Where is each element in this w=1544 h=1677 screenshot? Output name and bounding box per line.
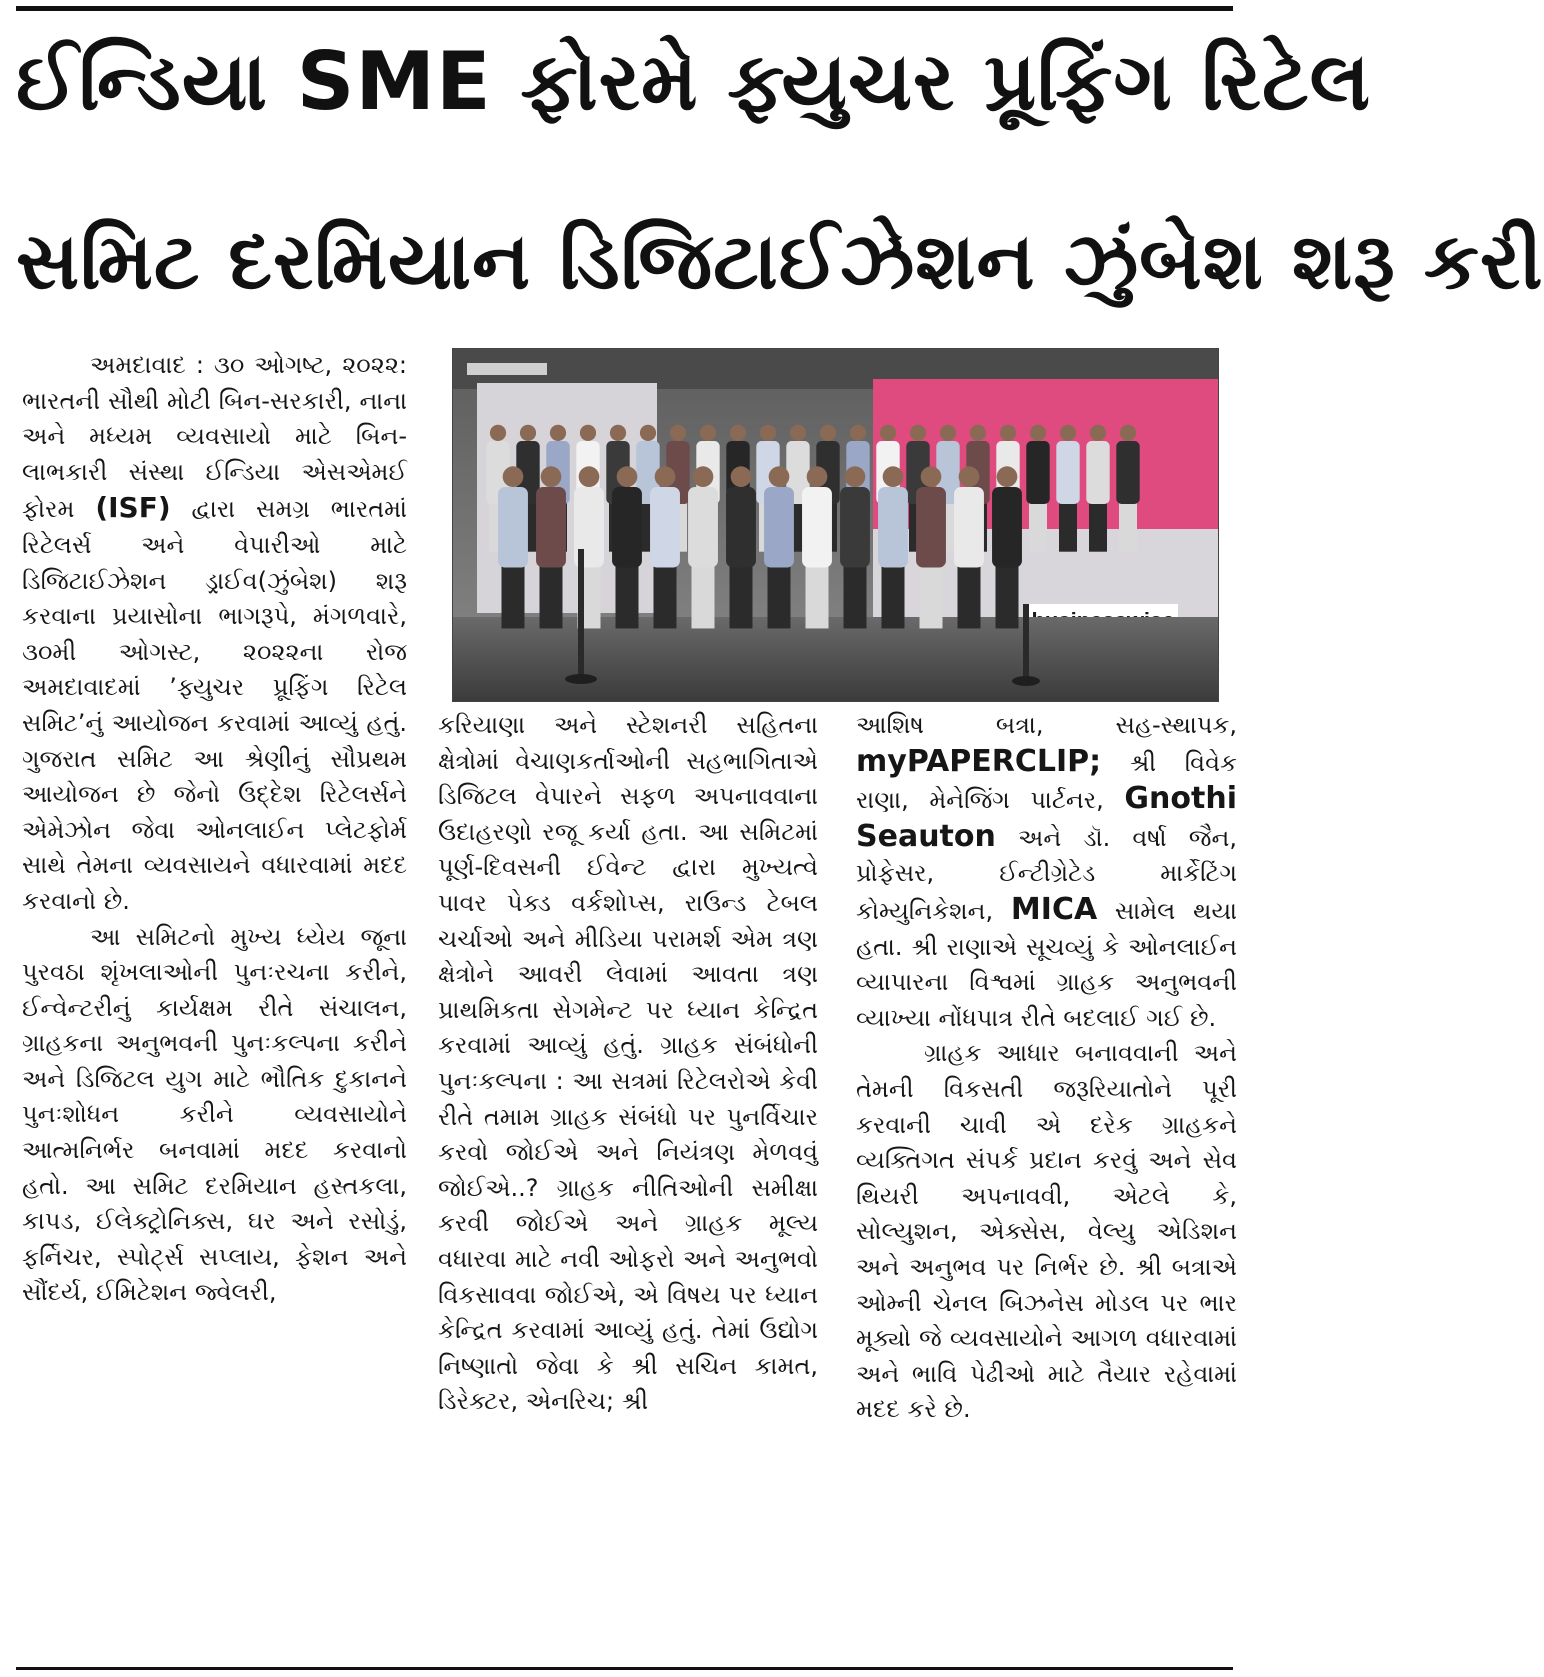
attendee-head bbox=[1090, 425, 1106, 441]
column3-paragraph-1-rest: સામેલ થયા હતા. શ્રી રાણાએ સૂચવ્યું કે ઓનલાઈન વ્યાપારના વિશ્વમાં ગ્રાહક અનુભવની વ્યાખ્યા નોંધપાત્ર રીતે બદલાઈ ગઈ છે. bbox=[856, 896, 1237, 1032]
oil-lamp-base-right bbox=[1012, 676, 1040, 686]
brand-mica: MICA bbox=[1010, 891, 1098, 927]
attendee-legs bbox=[616, 565, 639, 628]
attendee-body bbox=[1056, 441, 1079, 504]
attendee-head bbox=[731, 466, 752, 487]
attendee-body bbox=[764, 487, 794, 568]
attendee-head bbox=[550, 425, 566, 441]
attendee-legs bbox=[654, 565, 677, 628]
attendee-head bbox=[617, 466, 638, 487]
attendee-body bbox=[612, 487, 642, 568]
attendee-legs bbox=[882, 565, 905, 628]
attendee-head bbox=[769, 466, 790, 487]
attendee-head bbox=[1000, 425, 1016, 441]
attendee-head bbox=[610, 425, 626, 441]
attendee-head bbox=[850, 425, 866, 441]
floor bbox=[453, 617, 1218, 701]
attendee-legs bbox=[996, 565, 1019, 628]
attendee-head bbox=[1120, 425, 1136, 441]
column3-paragraph-2: ગ્રાહક આધાર બનાવવાની અને તેમની વિકસતી જરૂરિયાતોને પૂરી કરવાની ચાવી એ દરેક ગ્રાહકને વ્યક્તિગત સંપર્ક પ્રદાન કરવું અને સેવ થિયરી અપનાવવી, એટલે કે, સોલ્યુશન, એક્સેસ, વેલ્યુ એડિશન અને અનુભવ પર નિર્ભર છે. શ્રી બત્રાએ ઓમ્ની ચેનલ બિઝનેસ મોડલ પર ભાર મૂક્યો જે વ્યવસાયોને આગળ વધારવામાં અને ભાવિ પેઢીઓ માટે તૈયાર રહેવામાં મદદ કરે છે. bbox=[856, 1039, 1237, 1424]
attendee-head bbox=[1060, 425, 1076, 441]
oil-lamp-base bbox=[565, 674, 597, 684]
attendee-head bbox=[883, 466, 904, 487]
attendee-head bbox=[845, 466, 866, 487]
attendee-head bbox=[490, 425, 506, 441]
attendee-head bbox=[790, 425, 806, 441]
attendee-body bbox=[1026, 441, 1049, 504]
attendee-legs bbox=[768, 565, 791, 628]
column1-paragraph-2: આ સમિટનો મુખ્ય ધ્યેય જૂના પુરવઠા શૃંખલાઓની પુનઃરચના કરીને, ઈન્વેન્ટરીનું કાર્યક્ષમ રીતે સંચાલન, ગ્રાહકના અનુભવની પુનઃકલ્પના કરીને અને ડિજિટલ યુગ માટે ભૌતિક દુકાનને પુનઃશોધન કરીને વ્યવસાયોને આત્મનિર્ભર બનવામાં મદદ કરવાનો હતો. આ સમિટ દરમિયાન હસ્તકલા, કાપડ, ઈલેક્ટ્રોનિક્સ, ઘર અને રસોડું, ફર્નિચર, સ્પોર્ટ્સ સપ્લાય, ફેશન અને સૌંદર્ય, ઈમિટેશન જ્વેલરી, bbox=[22, 922, 407, 1307]
attendee-body bbox=[498, 487, 528, 568]
top-rule bbox=[16, 6, 1233, 11]
jain-intro: અને ડૉ. વર્ષા જૈન, પ્રોફેસર, ઈન્ટીગ્રેટેડ માર્કેટિંગ કોમ્યુનિકેશન, bbox=[856, 823, 1237, 925]
attendee-body bbox=[840, 487, 870, 568]
oil-lamp-stand-right bbox=[1023, 604, 1029, 679]
attendee-legs bbox=[1059, 502, 1077, 552]
attendee-legs bbox=[502, 565, 525, 628]
attendee-legs bbox=[920, 565, 943, 628]
attendee-legs bbox=[1029, 502, 1047, 552]
attendee-head bbox=[921, 466, 942, 487]
attendee-legs bbox=[958, 565, 981, 628]
brand-gnothi-seauton: Gnothi Seauton bbox=[856, 781, 1237, 854]
ceiling-light bbox=[467, 363, 547, 375]
attendee-head bbox=[700, 425, 716, 441]
column3-paragraph-1 bbox=[856, 708, 1237, 1036]
oil-lamp-stand bbox=[578, 549, 584, 679]
group-photo-illustration bbox=[453, 349, 1218, 701]
attendee-legs bbox=[730, 565, 753, 628]
column1-paragraph-1 bbox=[22, 348, 407, 920]
attendee-head bbox=[655, 466, 676, 487]
attendee-body bbox=[992, 487, 1022, 568]
bottom-rule bbox=[16, 1667, 1233, 1670]
batra-intro: આશિષ બત્રા, સહ-સ્થાપક, bbox=[856, 711, 1237, 739]
article-column-3 bbox=[856, 708, 1237, 1428]
isf-acronym: (ISF) bbox=[95, 491, 171, 525]
event-group-photo bbox=[452, 348, 1219, 702]
attendee-head bbox=[580, 425, 596, 441]
dateline-intro: અમદાવાદ : ૩૦ ઓગષ્ટ, ૨૦૨૨: ભારતની સૌથી મોટી બિન-સરકારી, નાના અને મધ્યમ વ્યવસાયો માટે બિન-લાભકારી સંસ્થા ઈન્ડિયા એસએમઈ ફોરમ bbox=[22, 351, 407, 524]
rana-intro: શ્રી વિવેક રાણા, મેનેજિંગ પાર્ટનર, bbox=[856, 748, 1237, 815]
attendee-legs bbox=[692, 565, 715, 628]
attendee-head bbox=[820, 425, 836, 441]
attendee-legs bbox=[1089, 502, 1107, 552]
column2-paragraph-1: કરિયાણા અને સ્ટેશનરી સહિતના ક્ષેત્રોમાં વેચાણકર્તાઓની સહભાગિતાએ ડિજિટલ વેપારને સફળ અપનાવવાના ઉદાહરણો રજૂ કર્યા હતા. આ સમિટમાં પૂર્ણ-દિવસની ઈવેન્ટ દ્વારા મુખ્યત્વે પાવર પેક્ડ વર્કશોપ્સ, રાઉન્ડ ટેબલ ચર્ચાઓ અને મીડિયા પરામર્શ એમ ત્રણ ક્ષેત્રોને આવરી લેવામાં આવતા ત્રણ પ્રાથમિકતા સેગમેન્ટ પર ધ્યાન કેન્દ્રિત કરવામાં આવ્યું હતું. ગ્રાહક સંબંધોની પુનઃકલ્પના : આ સત્રમાં રિટેલરોએ કેવી રીતે તમામ ગ્રાહક સંબંધો પર પુનર્વિચાર કરવો જોઈએ અને નિયંત્રણ મેળવવું જોઈએ..? ગ્રાહક નીતિઓની સમીક્ષા કરવી જોઈએ અને ગ્રાહક મૂલ્ય વધારવા માટે નવી ઓફરો અને અનુભવો વિકસાવવા જોઈએ, એ વિષય પર ધ્યાન કેન્દ્રિત કરવામાં આવ્યું હતું. તેમાં ઉદ્યોગ નિષ્ણાતો જેવા કે શ્રી સચિન કામત, ડિરેક્ટર, એનરિચ; શ્રી bbox=[438, 711, 818, 1416]
headline-line-2: સમિટ દરમિયાન ડિજિટાઈઝેશન ઝુંબેશ શરૂ કરી bbox=[16, 217, 1544, 307]
brand-mypaperclip: myPAPERCLIP; bbox=[856, 743, 1102, 779]
attendee-body bbox=[1116, 441, 1139, 504]
attendee-head bbox=[1030, 425, 1046, 441]
attendee-body bbox=[802, 487, 832, 568]
attendee-body bbox=[726, 487, 756, 568]
attendee-head bbox=[880, 425, 896, 441]
attendee-body bbox=[916, 487, 946, 568]
attendee-head bbox=[730, 425, 746, 441]
attendee-head bbox=[579, 466, 600, 487]
headline-line-1: ઈન્ડિયા SME ફોરમે ફ્યુચર પ્રૂફિંગ રિટેલ bbox=[16, 35, 1372, 128]
attendee-body bbox=[688, 487, 718, 568]
attendee-head bbox=[640, 425, 656, 441]
attendee-head bbox=[910, 425, 926, 441]
attendee-legs bbox=[806, 565, 829, 628]
article-column-1 bbox=[22, 348, 407, 1311]
attendee-legs bbox=[540, 565, 563, 628]
attendee-legs bbox=[1119, 502, 1137, 552]
attendee-head bbox=[970, 425, 986, 441]
attendee-body bbox=[954, 487, 984, 568]
attendee-body bbox=[1086, 441, 1109, 504]
attendee-head bbox=[693, 466, 714, 487]
attendee-head bbox=[760, 425, 776, 441]
attendee-head bbox=[541, 466, 562, 487]
attendee-head bbox=[940, 425, 956, 441]
attendee-legs bbox=[844, 565, 867, 628]
attendee-head bbox=[959, 466, 980, 487]
article-column-2 bbox=[438, 708, 818, 1420]
attendee-body bbox=[878, 487, 908, 568]
attendee-body bbox=[536, 487, 566, 568]
attendee-head bbox=[670, 425, 686, 441]
column1-paragraph-1-rest: દ્વારા સમગ્ર ભારતમાં રિટેલર્સ અને વેપારીઓ માટે ડિજિટાઈઝેશન ડ્રાઈવ(ઝુંબેશ) શરૂ કરવાના પ્રયાસોના ભાગરૂપે, મંગળવારે, ૩૦મી ઓગસ્ટ, ૨૦૨૨ના રોજ અમદાવાદમાં ’ફ્યુચર પ્રૂફિંગ રિટેલ સમિટ’નું આયોજન કરવામાં આવ્યું હતું. ગુજરાત સમિટ આ શ્રેણીનું સૌપ્રથમ આયોજન છે જેનો ઉદ્દેશ રિટેલર્સને એમેઝોન જેવા ઓનલાઈન પ્લેટફોર્મ સાથે તેમના વ્યવસાયને વધારવામાં મદદ કરવાનો છે. bbox=[22, 495, 407, 915]
attendee-head bbox=[807, 466, 828, 487]
attendee-head bbox=[997, 466, 1018, 487]
attendee-head bbox=[503, 466, 524, 487]
attendee-head bbox=[520, 425, 536, 441]
attendee-body bbox=[650, 487, 680, 568]
